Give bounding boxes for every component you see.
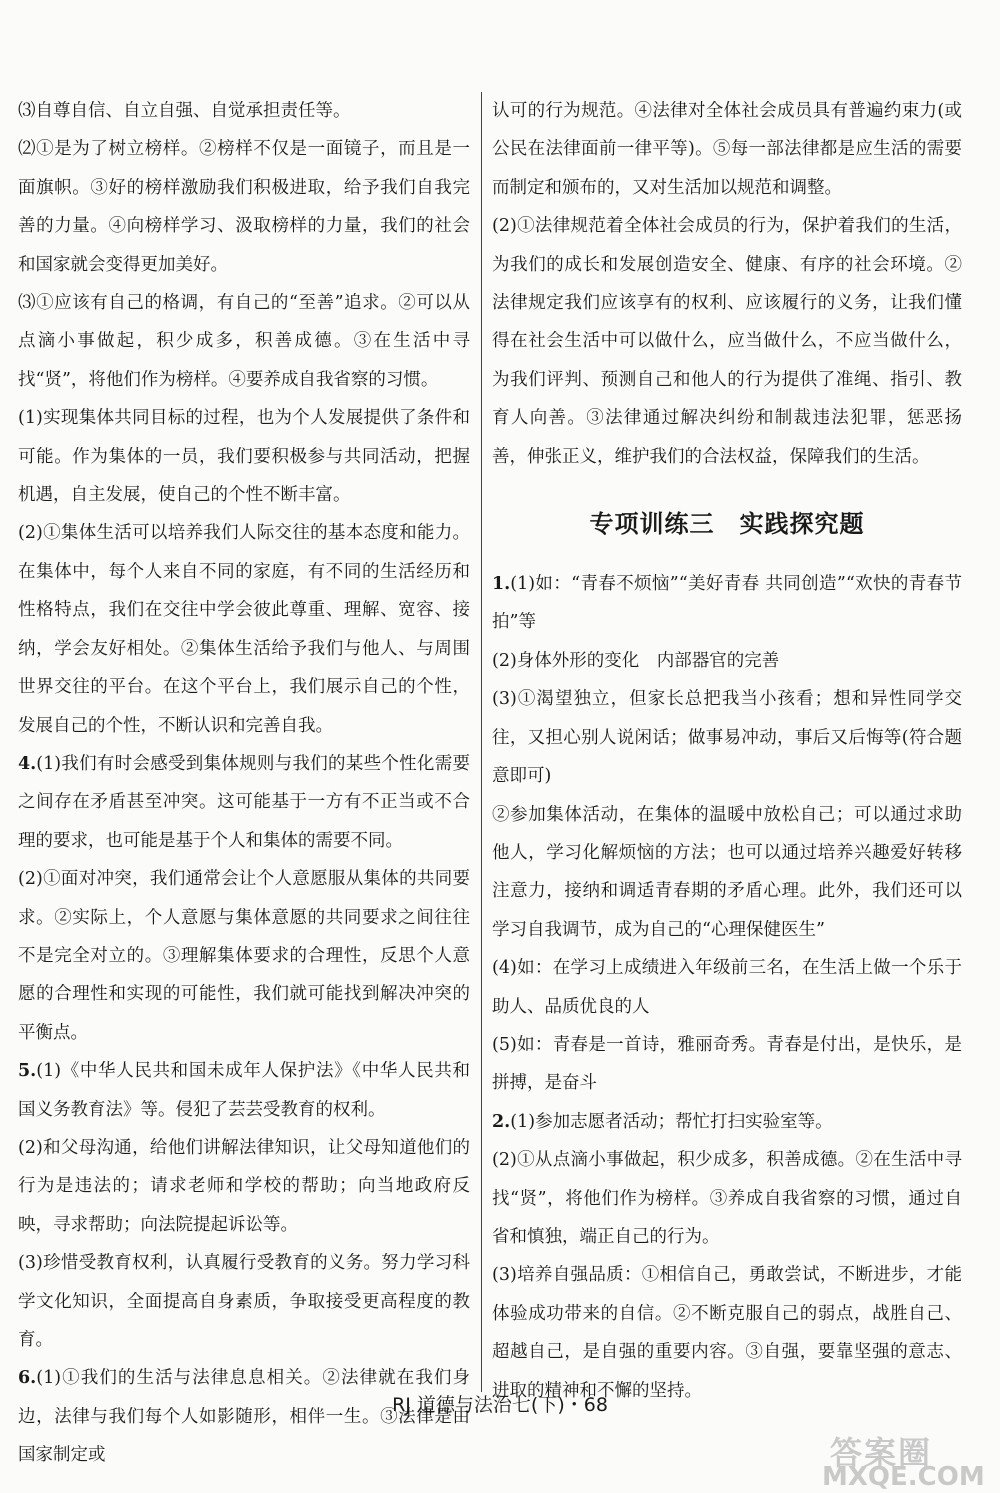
answer-text: (1)①我们的生活与法律息息相关。②法律就在我们身边，法律与我们每个人如影随形，相伴一生。③法律是由国家制定或 [18, 1368, 470, 1466]
answer-text: (1)参加志愿者活动；帮忙打扫实验室等。 [510, 1111, 833, 1132]
section-title: 专项训练三 实践探究题 [589, 510, 865, 539]
answer-paragraph [18, 745, 470, 860]
answer-paragraph [18, 399, 470, 514]
answer-text: (2)①集体生活可以培养我们人际交往的基本态度和能力。在集体中，每个人来自不同的家庭，有不同的生活经历和性格特点，我们在交往中学会彼此尊重、理解、宽容、接纳，学会友好相处。②集体生活给予我们与他人、与周围世界交往的平台。在这个平台上，我们展示自己的个性，发展自己的个性，不断认识和完善自我。 [18, 523, 470, 736]
answer-paragraph [18, 92, 470, 130]
answer-paragraph [492, 680, 962, 795]
answer-paragraph [18, 1129, 470, 1244]
watermark [822, 1428, 992, 1490]
answer-paragraph [18, 1359, 470, 1474]
question-number: 6. [18, 1368, 37, 1389]
answer-text: (1)实现集体共同目标的过程，也为个人发展提供了条件和可能。作为集体的一员，我们要积极参与共同活动，把握机遇，自主发展，使自己的个性不断丰富。 [18, 408, 470, 506]
answer-text: (2)①法律规范着全体社会成员的行为，保护着我们的生活，为我们的成长和发展创造安全、健康、有序的社会环境。②法律规定我们应该享有的权利、应该履行的义务，让我们懂得在社会生活中可以做什么，应当做什么，不应当做什么，为我们评判、预测自己和他人的行为提供了准绳、指引、教育人向善。③法律通过解决纠纷和制裁违法犯罪，惩恶扬善，伸张正义，维护我们的合法权益，保障我们的生活。 [492, 216, 962, 467]
question-number: 2. [492, 1111, 511, 1132]
question-number: 5. [18, 1061, 37, 1082]
answer-paragraph [492, 565, 962, 642]
answer-text: (4)如：在学习上成绩进入年级前三名，在生活上做一个乐于助人、品质优良的人 [492, 958, 962, 1017]
answer-text: 认可的行为规范。④法律对全体社会成员具有普遍约束力(或公民在法律面前一律平等)。⑤每一部法律都是应生活的需要而制定和颁布的，又对生活加以规范和调整。 [492, 101, 962, 198]
watermark-logo: 答案圈 [830, 1434, 933, 1472]
answer-text: (1)《中华人民共和国未成年人保护法》《中华人民共和国义务教育法》等。侵犯了芸芸受教育的权利。 [18, 1061, 470, 1120]
answer-text: ⑶自尊自信、自立自强、自觉承担责任等。 [18, 101, 351, 121]
answer-text: (2)①从点滴小事做起，积少成多，积善成德。②在生活中寻找“贤”，将他们作为榜样。③养成自我省察的习惯，通过自省和慎独，端正自己的行为。 [492, 1150, 962, 1247]
answer-text: ⑶①应该有自己的格调，有自己的“至善”追求。②可以从点滴小事做起，积少成多，积善成德。③在生活中寻找“贤”，将他们作为榜样。④要养成自我省察的习惯。 [18, 293, 470, 390]
right-column [492, 92, 962, 1410]
answer-paragraph [492, 796, 962, 950]
right-column-answers-top [492, 92, 962, 476]
answer-paragraph [18, 130, 470, 284]
answer-text: ⑵①是为了树立榜样。②榜样不仅是一面镜子，而且是一面旗帜。③好的榜样激励我们积极进取，给予我们自我完善的力量。④向榜样学习、汲取榜样的力量，我们的社会和国家就会变得更加美好。 [18, 139, 470, 275]
answer-paragraph [18, 514, 470, 744]
answer-text: (3)培养自强品质：①相信自己，勇敢尝试，不断进步，才能体验成功带来的自信。②不断克服自己的弱点，战胜自己、超越自己，是自强的重要内容。③自强，要靠坚强的意志、进取的精神和不懈的坚持。 [492, 1265, 962, 1401]
answer-text: (3)①渴望独立，但家长总把我当小孩看；想和异性同学交往，又担心别人说闲话；做事易冲动，事后又后悔等(符合题意即可) [492, 689, 962, 787]
answer-text: (5)如：青春是一首诗，雅丽奇秀。青春是付出，是快乐，是拼搏，是奋斗 [492, 1034, 962, 1094]
answer-paragraph [492, 1103, 962, 1141]
question-number: 4. [18, 753, 37, 774]
column-divider [481, 92, 482, 1392]
answer-text: ②参加集体活动，在集体的温暖中放松自己；可以通过求助他人，学习化解烦恼的方法；也可以通过培养兴趣爱好转移注意力，接纳和调适青春期的矛盾心理。此外，我们还可以学习自我调节，成为自己的“心理保健医生” [492, 804, 962, 940]
answer-paragraph [18, 860, 470, 1052]
right-column-answers-bottom [492, 565, 962, 1410]
answer-paragraph [492, 642, 962, 680]
watermark-url: MXQE.COM [822, 1462, 985, 1492]
left-column [18, 92, 470, 1475]
answer-paragraph [18, 1244, 470, 1359]
answer-text: (2)和父母沟通，给他们讲解法律知识，让父母知道他们的行为是违法的；请求老师和学校的帮助；向当地政府反映，寻求帮助；向法院提起诉讼等。 [18, 1137, 470, 1235]
answer-text: (1)我们有时会感受到集体规则与我们的某些个性化需要之间存在矛盾甚至冲突。这可能基于一方有不正当或不合理的要求，也可能是基于个人和集体的需要不同。 [18, 753, 470, 851]
question-number: 1. [492, 574, 511, 595]
answer-text: (2)①面对冲突，我们通常会让个人意愿服从集体的共同要求。②实际上，个人意愿与集体意愿的共同要求之间往往不是完全对立的。③理解集体要求的合理性，反思个人意愿的合理性和实现的可能性，我们就可能找到解决冲突的平衡点。 [18, 869, 470, 1043]
answer-text: (2)身体外形的变化 内部器官的完善 [492, 650, 780, 671]
answer-paragraph [492, 949, 962, 1026]
answer-paragraph [492, 1256, 962, 1410]
answer-paragraph [18, 284, 470, 399]
answer-paragraph [492, 92, 962, 207]
answer-paragraph [18, 1052, 470, 1129]
answer-paragraph [492, 207, 962, 476]
answer-paragraph [492, 1141, 962, 1256]
answer-text: (3)珍惜受教育权利，认真履行受教育的义务。努力学习科学文化知识，全面提高自身素质，争取接受更高程度的教育。 [18, 1253, 470, 1350]
answer-paragraph [492, 1026, 962, 1103]
answer-text: (1)如：“青春不烦恼”“美好青春 共同创造”“欢快的青春节拍”等 [492, 574, 962, 633]
page-footer: RJ 道德与法治七(下)・68 [392, 1394, 608, 1416]
